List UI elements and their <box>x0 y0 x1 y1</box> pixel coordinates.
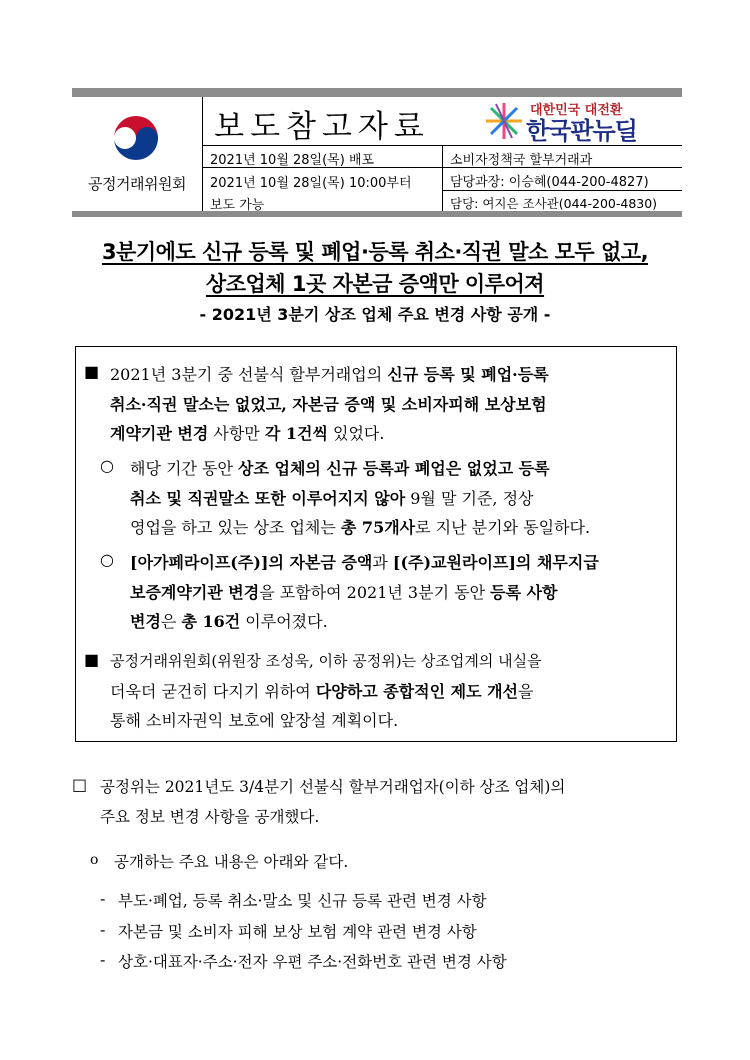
document-type-title: 보도참고자료 <box>214 109 430 145</box>
body-paragraph-2: 공개하는 주요 내용은 아래와 같다. <box>114 853 349 871</box>
dash-bullet: - <box>100 889 106 908</box>
summary-sub-2-line-2: 보증계약기관 변경을 포함하여 2021년 3분기 동안 등록 사항 <box>130 583 558 602</box>
filled-square-bullet: ■ <box>84 650 100 669</box>
contact-manager: 담당과장: 이승혜(044-200-4827) <box>450 175 649 190</box>
filled-square-bullet: ■ <box>84 362 100 381</box>
embargo-time: 2021년 10월 28일(목) 10:00부터 <box>210 176 412 191</box>
logo-subtitle: 대한민국 대전환 <box>530 103 623 118</box>
small-circle-bullet: o <box>90 852 99 868</box>
summary-sub-1-line-1: 해당 기간 동안 상조 업체의 신규 등록과 폐업은 없었고 등록 <box>130 459 550 478</box>
new-deal-star-icon <box>484 101 524 141</box>
headline-subtitle: - 2021년 3분기 상조 업체 주요 변경 사항 공개 - <box>199 305 551 324</box>
agency-name: 공정거래위원회 <box>88 175 186 193</box>
government-seal-icon <box>108 110 164 166</box>
summary-bullet-1-line-1: 2021년 3분기 중 선불식 할부거래업의 신규 등록 및 폐업·등록 <box>110 365 549 384</box>
summary-sub-1-line-2: 취소 및 직권말소 또한 이루어지지 않아 9월 말 기준, 정상 <box>130 489 534 508</box>
circle-bullet: ○ <box>100 550 114 569</box>
logo-title: 한국판뉴딜 <box>526 117 637 145</box>
summary-bullet-1-line-2: 취소·직권 말소는 없었고, 자본금 증액 및 소비자피해 보상보험 <box>110 395 547 414</box>
summary-sub-2-line-3: 변경은 총 16건 이루어졌다. <box>130 612 328 631</box>
body-paragraph-1-line-1: 공정위는 2021년도 3/4분기 선불식 할부거래업자(이하 상조 업체)의 <box>100 778 566 796</box>
summary-bullet-2-line-2: 더욱더 굳건히 다지기 위하여 다양하고 종합적인 제도 개선을 <box>110 682 534 701</box>
contact-staff: 담당: 여지은 조사관(044-200-4830) <box>450 196 658 211</box>
title-block <box>202 97 442 145</box>
summary-sub-1-line-3: 영업을 하고 있는 상조 업체는 총 75개사로 지난 분기와 동일하다. <box>130 518 591 537</box>
header-top-bar <box>72 88 682 97</box>
new-deal-logo <box>442 97 682 145</box>
list-item: 자본금 및 소비자 피해 보상 보험 계약 관련 변경 사항 <box>118 923 477 941</box>
dash-bullet: - <box>100 920 106 939</box>
summary-bullet-2-line-1: 공정거래위원회(위원장 조성욱, 이하 공정위)는 상조업계의 내실을 <box>110 652 542 670</box>
summary-sub-2-line-1: [아가페라이프(주)]의 자본금 증액과 [(주)교원라이프]의 채무지급 <box>130 553 599 572</box>
headline-line-2: 상조업체 1곳 자본금 증액만 이루어져 <box>205 272 545 296</box>
embargo-note: 보도 가능 <box>210 198 265 213</box>
grid-line <box>442 190 682 191</box>
department: 소비자정책국 할부거래과 <box>450 153 593 168</box>
headline-line-1: 3분기에도 신규 등록 및 폐업·등록 취소·직권 말소 모두 없고, <box>101 240 649 264</box>
release-date: 2021년 10월 28일(목) 배포 <box>210 153 375 168</box>
grid-line <box>442 145 443 211</box>
dash-bullet: - <box>100 950 106 969</box>
summary-bullet-1-line-3: 계약기관 변경 사항만 각 1건씩 있었다. <box>110 424 385 443</box>
agency-seal-block <box>72 97 203 211</box>
list-item: 부도·폐업, 등록 취소·말소 및 신규 등록 관련 변경 사항 <box>118 892 487 910</box>
empty-square-bullet: □ <box>72 775 88 794</box>
circle-bullet: ○ <box>100 456 114 475</box>
body-paragraph-1-line-2: 주요 정보 변경 사항을 공개했다. <box>100 808 320 826</box>
summary-bullet-2-line-3: 통해 소비자권익 보호에 앞장설 계획이다. <box>110 711 399 730</box>
list-item: 상호·대표자·주소·전자 우편 주소·전화번호 관련 변경 사항 <box>118 953 507 971</box>
